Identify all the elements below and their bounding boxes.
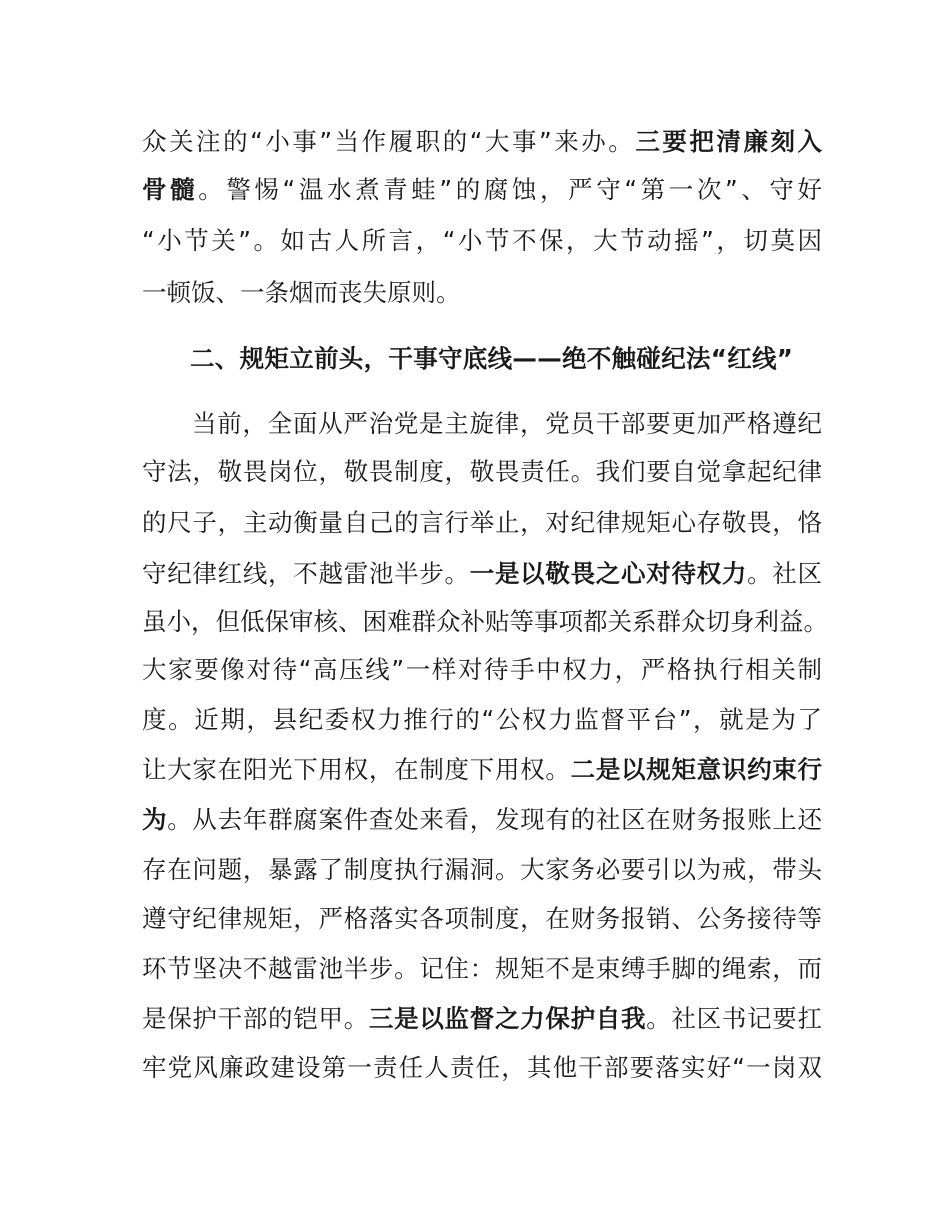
text-run: 让大家在阳光下用权，在制度下用权。 xyxy=(142,755,571,784)
paragraph-line xyxy=(142,755,822,785)
bold-text-run: 二是以规矩意识约束行 xyxy=(570,755,823,784)
text-run: 大家要像对待“高压线”一样对待手中权力，严格执行相关制 xyxy=(142,655,822,684)
paragraph-line xyxy=(142,1004,822,1034)
paragraph-line xyxy=(142,508,822,538)
text-run: 。社区 xyxy=(747,559,823,588)
text-run: 是保护干部的铠甲。 xyxy=(142,1004,369,1033)
bold-text-run: 骨髓 xyxy=(142,175,199,204)
text-run: 牢党风廉政建设第一责任人责任，其他干部要落实好“一岗双 xyxy=(142,1053,822,1082)
paragraph-line xyxy=(142,559,822,589)
paragraph-line xyxy=(142,226,822,256)
section-heading: 二、规矩立前头，干事守底线——绝不触碰纪法“红线” xyxy=(190,344,794,373)
paragraph-line xyxy=(142,278,822,308)
text-run: 。从去年群腐案件查处来看，发现有的社区在财务报账上还 xyxy=(167,805,823,834)
text-run: 众关注的“小事”当作履职的“大事”来办。 xyxy=(142,127,636,156)
bold-text-run: 一是以敬畏之心对待权力 xyxy=(469,559,748,588)
paragraph-line xyxy=(142,805,822,835)
text-run: 守纪律红线，不越雷池半步。 xyxy=(142,559,470,588)
paragraph-line xyxy=(142,855,822,885)
text-run: 环节坚决不越雷池半步。记住：规矩不是束缚手脚的绳索，而 xyxy=(142,954,822,983)
bold-text-run: 三是以监督之力保护自我 xyxy=(368,1004,647,1033)
text-run: 当前，全面从严治党是主旋律，党员干部要更加严格遵纪 xyxy=(192,409,822,438)
bold-text-run: 三要把清廉刻入 xyxy=(635,127,822,156)
text-run: 遵守纪律规矩，严格落实各项制度，在财务报销、公务接待等 xyxy=(142,904,822,933)
paragraph-line xyxy=(142,1053,822,1083)
paragraph-line xyxy=(142,457,822,487)
text-run: “小节关”。如古人所言，“小节不保，大节动摇”，切莫因 xyxy=(142,226,822,255)
text-run: 守法，敬畏岗位，敬畏制度，敬畏责任。我们要自觉拿起纪律 xyxy=(142,457,822,486)
text-run: 虽小，但低保审核、困难群众补贴等事项都关系群众切身利益。 xyxy=(142,607,828,636)
text-run: 度。近期，县纪委权力推行的“公权力监督平台”，就是为了 xyxy=(142,705,822,734)
paragraph-line xyxy=(192,409,822,439)
paragraph-line xyxy=(142,607,828,637)
text-run: 存在问题，暴露了制度执行漏洞。大家务必要引以为戒，带头 xyxy=(142,855,822,884)
text-run: 一顿饭、一条烟而丧失原则。 xyxy=(142,278,461,307)
paragraph-line xyxy=(142,655,822,685)
text-run: 。警惕“温水煮青蛙”的腐蚀，严守“第一次”、守好 xyxy=(198,175,822,204)
paragraph-line xyxy=(142,954,822,984)
text-run: 的尺子，主动衡量自己的言行举止，对纪律规矩心存敬畏，恪 xyxy=(142,508,822,537)
text-run: 。社区书记要扛 xyxy=(646,1004,823,1033)
paragraph-line xyxy=(142,175,822,205)
paragraph-line xyxy=(142,904,822,934)
paragraph-line xyxy=(142,127,822,157)
bold-text-run: 为 xyxy=(142,805,168,834)
paragraph-line xyxy=(142,705,822,735)
